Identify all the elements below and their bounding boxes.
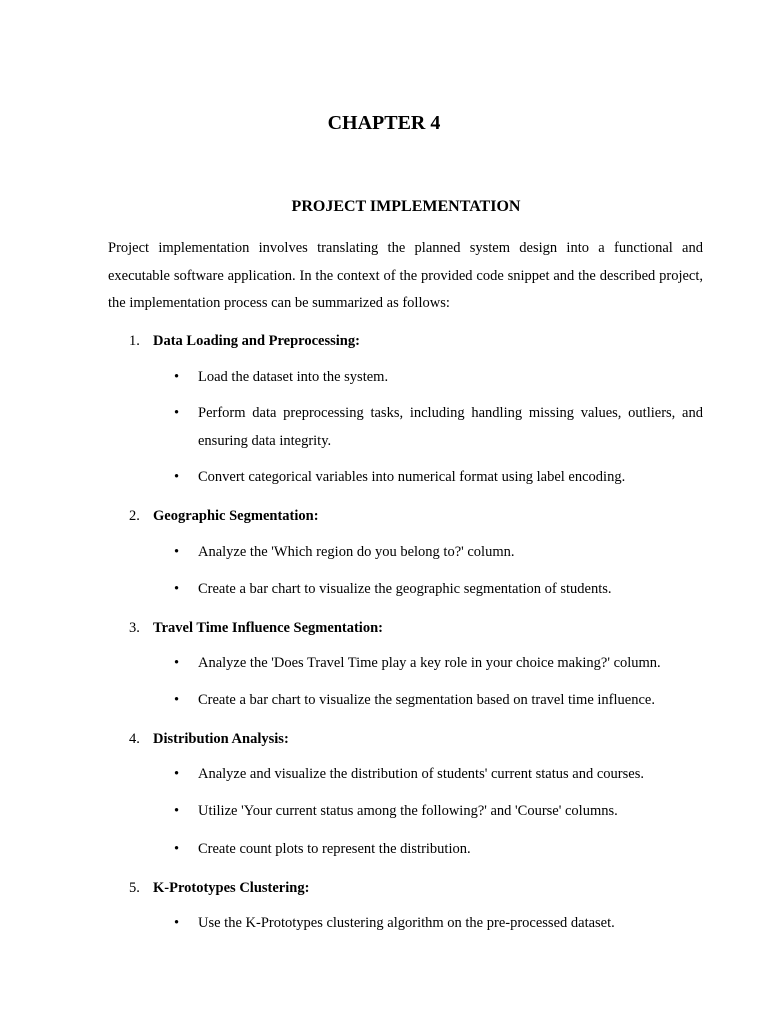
step-number: 2. xyxy=(129,508,140,524)
intro-paragraph: Project implementation involves translating the planned system design into a functional and executable software application. In the context of the provided code snippet and the described project, the implementation process can be summarized as follows: xyxy=(108,240,703,311)
bullet-item: • Utilize 'Your current status among the following?' and 'Course' columns. xyxy=(198,798,703,826)
section-title: PROJECT IMPLEMENTATION xyxy=(291,198,521,215)
step-heading xyxy=(129,333,360,350)
bullet-item: • Perform data preprocessing tasks, including handling missing values, outliers, and ensuring data integrity. xyxy=(198,400,703,455)
step-heading xyxy=(129,731,289,748)
step-heading xyxy=(129,508,319,525)
bullet-item: • Convert categorical variables into numerical format using label encoding. xyxy=(198,464,703,492)
bullet-item: • Create a bar chart to visualize the segmentation based on travel time influence. xyxy=(198,687,703,715)
step-heading xyxy=(129,620,383,637)
step-title: Distribution Analysis: xyxy=(153,731,289,747)
step-title: Data Loading and Preprocessing: xyxy=(153,333,360,349)
step-title: K-Prototypes Clustering: xyxy=(153,880,310,896)
bullet-item: • Analyze and visualize the distribution of students' current status and courses. xyxy=(198,761,703,789)
bullet-item: • Load the dataset into the system. xyxy=(198,364,703,392)
step-number: 5. xyxy=(129,880,140,896)
bullet-item: • Analyze the 'Does Travel Time play a key role in your choice making?' column. xyxy=(198,650,703,678)
step-number: 4. xyxy=(129,731,140,747)
step-title: Geographic Segmentation: xyxy=(153,508,319,524)
bullet-item: • Create a bar chart to visualize the geographic segmentation of students. xyxy=(198,576,703,604)
step-number: 1. xyxy=(129,333,140,349)
step-number: 3. xyxy=(129,620,140,636)
step-title: Travel Time Influence Segmentation: xyxy=(153,620,383,636)
bullet-item: • Analyze the 'Which region do you belong to?' column. xyxy=(198,539,703,567)
bullet-item: • Create count plots to represent the distribution. xyxy=(198,836,703,864)
step-heading xyxy=(129,880,309,897)
bullet-item: • Use the K-Prototypes clustering algorithm on the pre-processed dataset. xyxy=(198,910,703,938)
chapter-heading: CHAPTER 4 xyxy=(327,112,441,134)
